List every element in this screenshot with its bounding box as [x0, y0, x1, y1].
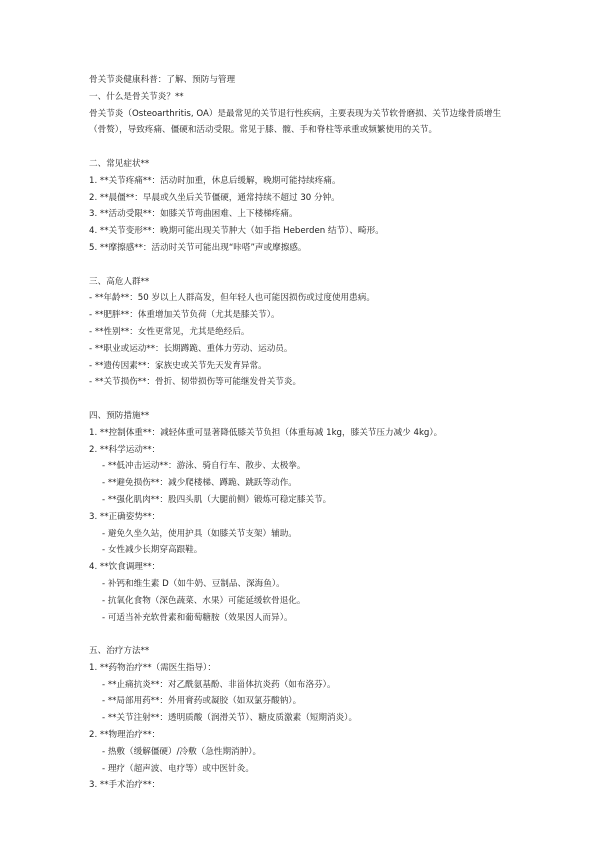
- list-item: 2. **晨僵**：早晨或久坐后关节僵硬，通常持续不超过 30 分钟。: [89, 192, 340, 203]
- list-item: 3. **活动受限**：如膝关节弯曲困难、上下楼梯疼痛。: [89, 209, 298, 220]
- list-item: - **肥胖**：体重增加关节负荷（尤其是膝关节）。: [89, 310, 280, 321]
- list-item: - **关节损伤**：骨折、韧带损伤等可能继发骨关节炎。: [89, 377, 302, 388]
- list-item: - **遗传因素**：家族史或关节先天发育异常。: [89, 360, 267, 371]
- list-item: 3. **正确姿势**：: [89, 511, 161, 522]
- list-item: - **年龄**：50 岁以上人群高发，但年轻人也可能因损伤或过度使用患病。: [89, 293, 375, 304]
- list-subitem: - 女性减少长期穿高跟鞋。: [102, 545, 203, 556]
- list-item: 1. **药物治疗**（需医生指导）：: [89, 662, 216, 673]
- list-item: 2. **科学运动**：: [89, 444, 161, 455]
- document-title: 骨关节炎健康科普：了解、预防与管理: [89, 75, 236, 85]
- list-subitem: - 避免久坐久站，使用护具（如膝关节支架）辅助。: [102, 528, 297, 539]
- list-subitem: - **止痛抗炎**：对乙酰氨基酚、非甾体抗炎药（如布洛芬）。: [102, 679, 336, 690]
- section-heading: 二、常见症状**: [89, 158, 150, 169]
- list-subitem: - **关节注射**：透明质酸（润滑关节）、糖皮质激素（短期消炎）。: [102, 713, 358, 724]
- list-subitem: - 理疗（超声波、电疗等）或中医针灸。: [102, 763, 254, 774]
- list-subitem: - **避免损伤**：减少爬楼梯、蹲跪、跳跃等动作。: [102, 478, 297, 489]
- list-item: 5. **摩擦感**：活动时关节可能出现“咔嗒”声或摩擦感。: [89, 242, 307, 253]
- section-heading: 一、什么是骨关节炎？**: [89, 91, 184, 102]
- list-item: 4. **饮食调理**：: [89, 562, 161, 573]
- section-heading: 四、预防措施**: [89, 410, 150, 421]
- list-item: 1. **关节疼痛**：活动时加重，休息后缓解，晚期可能持续疼痛。: [89, 175, 341, 186]
- list-item: - **职业或运动**：长期蹲跪、重体力劳动、运动员。: [89, 343, 293, 354]
- list-subitem: - 热敷（缓解僵硬）/冷敷（急性期消肿）。: [102, 746, 262, 757]
- list-subitem: - **低冲击运动**：游泳、骑自行车、散步、太极拳。: [102, 461, 306, 472]
- spacer: [89, 257, 509, 274]
- spacer: [89, 391, 509, 408]
- list-item: 2. **物理治疗**：: [89, 730, 161, 741]
- list-subitem: - **局部用药**：外用膏药或凝胶（如双氯芬酸钠）。: [102, 696, 302, 707]
- section-heading: 五、治疗方法**: [89, 646, 150, 657]
- document-body: [89, 72, 509, 794]
- list-item: - **性别**：女性更常见，尤其是绝经后。: [89, 326, 250, 337]
- list-subitem: - 补钙和维生素 D（如牛奶、豆制品、深海鱼）。: [102, 578, 285, 589]
- spacer: [89, 139, 509, 156]
- list-subitem: - 抗氧化食物（深色蔬菜、水果）可能延缓软骨退化。: [102, 595, 306, 606]
- list-subitem: - 可适当补充软骨素和葡萄糖胺（效果因人而异）。: [102, 612, 293, 623]
- list-item: 3. **手术治疗**：: [89, 780, 161, 791]
- list-item: 1. **控制体重**：减轻体重可显著降低膝关节负担（体重每减 1kg，膝关节压力减少 4kg）。: [89, 427, 443, 438]
- list-item: 4. **关节变形**：晚期可能出现关节肿大（如手指 Heberden 结节）、畸形。: [89, 226, 384, 237]
- section-paragraph: 骨关节炎（Osteoarthritis, OA）是最常见的关节退行性疾病，主要表现为关节软骨磨损、关节边缘骨质增生（骨赘），导致疼痛、僵硬和活动受限。常见于膝、髋、手和脊柱等承重或频繁使用的关节。: [89, 108, 502, 136]
- list-subitem: - **强化肌肉**：股四头肌（大腿前侧）锻炼可稳定膝关节。: [102, 494, 332, 505]
- spacer: [89, 626, 509, 643]
- section-heading: 三、高危人群**: [89, 276, 150, 287]
